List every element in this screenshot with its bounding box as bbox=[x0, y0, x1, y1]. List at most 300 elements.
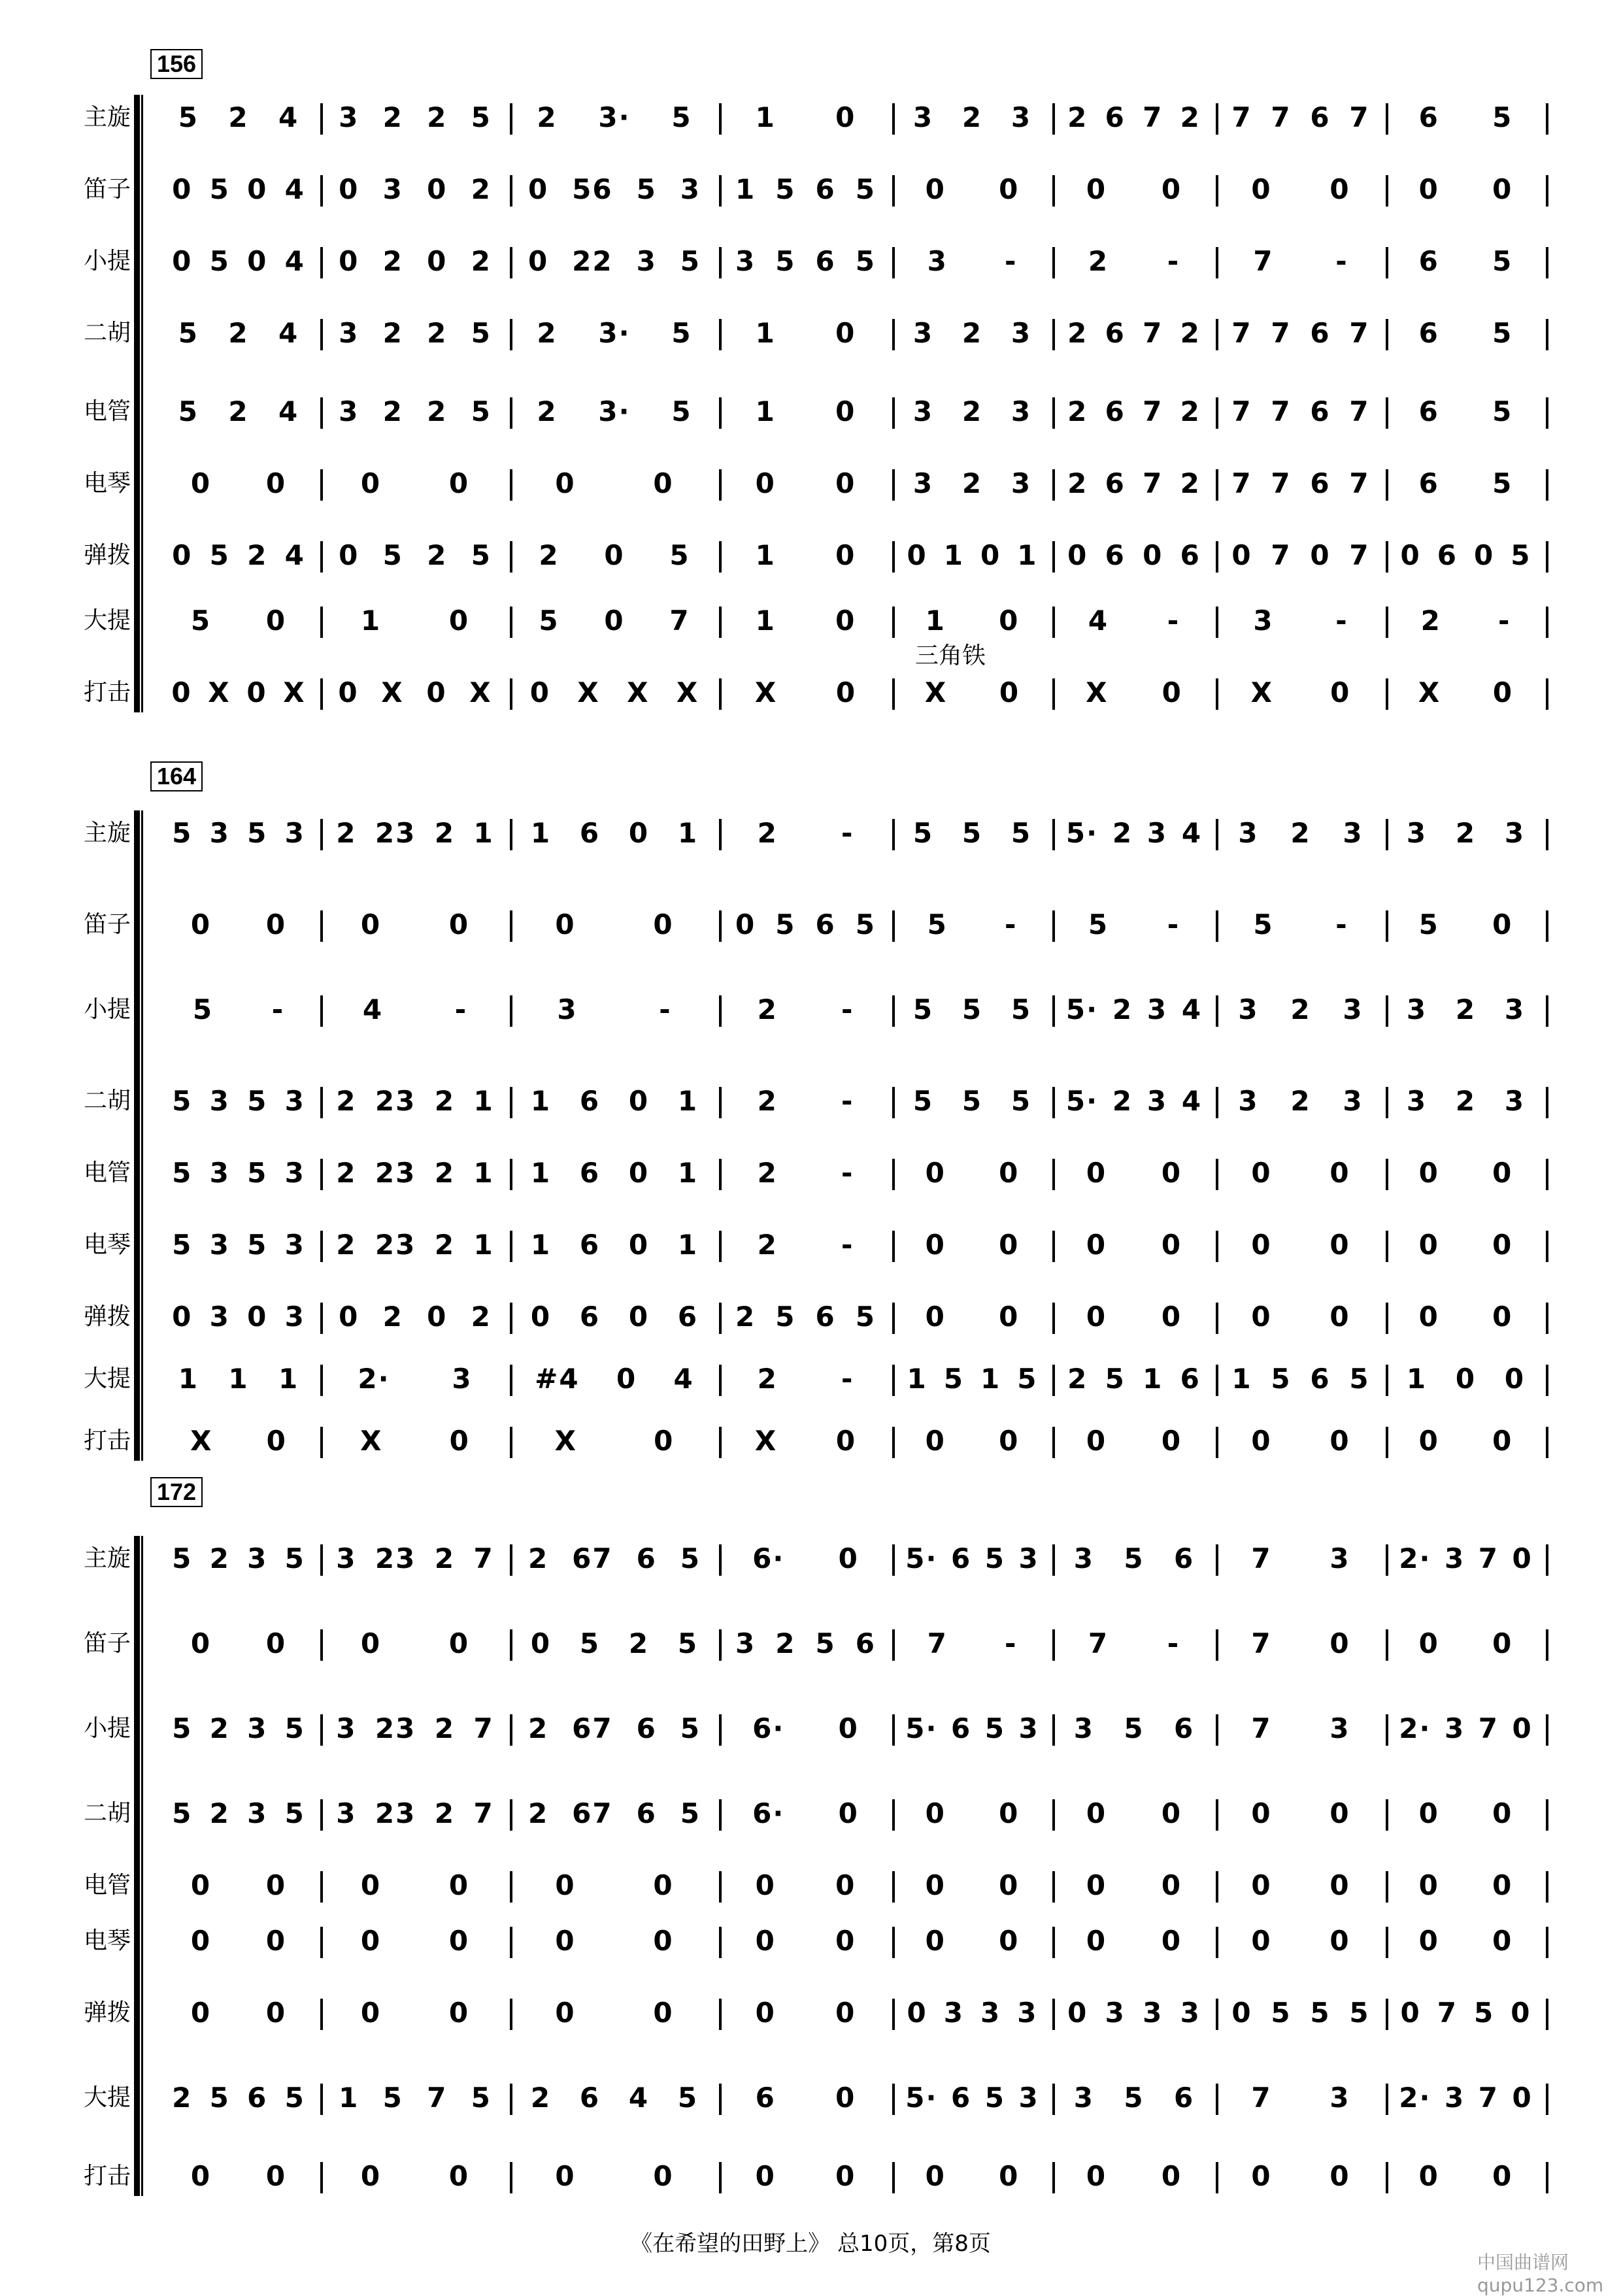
barline bbox=[719, 607, 722, 638]
measure bbox=[1222, 170, 1379, 209]
measure bbox=[899, 990, 1046, 1029]
note: 6 bbox=[1105, 101, 1126, 133]
note: 5 bbox=[961, 817, 983, 849]
barline bbox=[510, 910, 512, 942]
measure bbox=[163, 673, 314, 712]
note: 3 bbox=[209, 1157, 230, 1189]
note: 0 bbox=[1512, 1542, 1533, 1574]
note: 0 bbox=[265, 908, 287, 940]
barline bbox=[719, 247, 722, 278]
note: 0 bbox=[265, 1627, 287, 1659]
note: - bbox=[1004, 908, 1018, 940]
measure bbox=[163, 98, 314, 137]
measure bbox=[1059, 1082, 1209, 1121]
note: 5· bbox=[905, 1542, 938, 1574]
note: 0 bbox=[1492, 908, 1513, 940]
note: 5 bbox=[912, 1085, 934, 1117]
note: 3 bbox=[927, 245, 948, 277]
measure bbox=[1059, 1297, 1209, 1337]
measure bbox=[1392, 1922, 1539, 1961]
note: 2 bbox=[1067, 395, 1088, 427]
note: 0 bbox=[838, 1712, 859, 1744]
measure bbox=[1059, 1922, 1209, 1961]
barline bbox=[1216, 1999, 1218, 2030]
note: 0 bbox=[835, 539, 856, 571]
measure bbox=[163, 1624, 314, 1663]
barline bbox=[510, 1087, 512, 1118]
note: 2 bbox=[228, 317, 249, 349]
staff-row bbox=[0, 170, 1621, 209]
barline bbox=[320, 1714, 323, 1746]
barline bbox=[320, 103, 323, 135]
note: 5 bbox=[961, 1085, 983, 1117]
note: 4 bbox=[284, 245, 305, 277]
note: 1 bbox=[677, 1085, 699, 1117]
note: 1 bbox=[755, 101, 776, 133]
note: 3 bbox=[1343, 1085, 1363, 1117]
note: 1 bbox=[530, 817, 552, 849]
barline bbox=[892, 319, 895, 350]
barline bbox=[719, 469, 722, 501]
barline bbox=[892, 607, 895, 638]
note: 3 bbox=[1329, 1542, 1350, 1574]
note: 5 bbox=[1124, 2082, 1145, 2114]
measure bbox=[327, 673, 503, 712]
note: 6 bbox=[950, 1542, 972, 1574]
note: 0 bbox=[1086, 173, 1107, 205]
note: 4 bbox=[362, 993, 384, 1025]
barline bbox=[892, 910, 895, 942]
note: X bbox=[360, 1425, 383, 1457]
note: 0 bbox=[755, 467, 776, 499]
note: 2 bbox=[1112, 1085, 1133, 1117]
measure bbox=[1392, 98, 1539, 137]
note: 0 bbox=[190, 1869, 212, 1901]
note: 6 bbox=[1310, 395, 1331, 427]
barline bbox=[510, 1365, 512, 1396]
measure bbox=[1392, 1082, 1539, 1121]
measure bbox=[1392, 1297, 1539, 1337]
note: 3 bbox=[339, 101, 359, 133]
note: 23 bbox=[375, 1542, 416, 1574]
note: 5 bbox=[775, 908, 796, 940]
note: 2 bbox=[336, 1157, 357, 1189]
staff-row bbox=[0, 314, 1621, 353]
measure bbox=[1222, 242, 1379, 281]
measure bbox=[163, 1922, 314, 1961]
barline bbox=[1386, 2084, 1388, 2115]
note: 5 bbox=[471, 317, 492, 349]
note: 1 bbox=[473, 1085, 494, 1117]
note: 1 bbox=[228, 1363, 249, 1395]
instrument-label: 电琴 bbox=[83, 470, 131, 497]
barline bbox=[892, 397, 895, 429]
measure bbox=[1222, 1539, 1379, 1578]
staff-row bbox=[0, 1922, 1621, 1961]
note: 0 bbox=[1086, 1869, 1107, 1901]
barline bbox=[719, 1999, 722, 2030]
measure bbox=[899, 1709, 1046, 1748]
note: 0 bbox=[427, 245, 448, 277]
measure bbox=[1392, 1794, 1539, 1833]
measure bbox=[726, 1709, 886, 1748]
barline bbox=[1052, 103, 1055, 135]
instrument-label: 弹拨 bbox=[83, 542, 131, 569]
staff-row bbox=[0, 1794, 1621, 1833]
barline bbox=[320, 1927, 323, 1958]
note: 3 bbox=[980, 1997, 1001, 2029]
measure bbox=[327, 990, 503, 1029]
note: 1 bbox=[473, 817, 494, 849]
measure bbox=[327, 1225, 503, 1265]
measure bbox=[1059, 1709, 1209, 1748]
note: 5 bbox=[1271, 1363, 1292, 1395]
barline bbox=[1386, 1799, 1388, 1831]
note: 0 bbox=[1400, 1997, 1421, 2029]
instrument-label: 主旋 bbox=[83, 1545, 131, 1572]
measure bbox=[1059, 1154, 1209, 1193]
barline bbox=[320, 469, 323, 501]
note: 2 bbox=[336, 1085, 357, 1117]
note: 0 bbox=[1086, 1157, 1107, 1189]
barline bbox=[892, 1303, 895, 1334]
measure bbox=[516, 601, 712, 641]
barline bbox=[320, 397, 323, 429]
note: 6 bbox=[815, 245, 836, 277]
note: 2 bbox=[961, 101, 983, 133]
measure bbox=[327, 242, 503, 281]
note: 0 bbox=[339, 1301, 359, 1333]
note: #4 bbox=[535, 1363, 580, 1395]
note: 5 bbox=[1011, 1085, 1032, 1117]
note: 0 bbox=[1251, 2160, 1272, 2192]
note: 0 bbox=[1161, 1229, 1182, 1261]
staff-row bbox=[0, 536, 1621, 575]
instrument-label: 大提 bbox=[83, 1365, 131, 1392]
note: 5 bbox=[855, 245, 876, 277]
note: 2 bbox=[247, 539, 268, 571]
measure bbox=[516, 1225, 712, 1265]
note: 0 bbox=[427, 1301, 448, 1333]
measure bbox=[1222, 2078, 1379, 2118]
measure bbox=[1392, 1539, 1539, 1578]
staff-row bbox=[0, 1297, 1621, 1337]
note: 3 bbox=[339, 395, 359, 427]
note: 1 bbox=[178, 1363, 199, 1395]
note: 0 bbox=[999, 676, 1020, 708]
note: 23 bbox=[375, 1797, 416, 1829]
note: 0 bbox=[1329, 1797, 1350, 1829]
note: 5 bbox=[669, 539, 690, 571]
barline bbox=[1386, 247, 1388, 278]
note: 7 bbox=[669, 605, 690, 637]
note: 3 bbox=[943, 1997, 964, 2029]
note: 5 bbox=[1310, 1997, 1331, 2029]
measure bbox=[1222, 905, 1379, 944]
rehearsal-mark: 156 bbox=[150, 49, 203, 79]
measure bbox=[899, 1866, 1046, 1905]
measure bbox=[1392, 392, 1539, 431]
staff-row bbox=[0, 2078, 1621, 2118]
note: 1 bbox=[530, 1157, 552, 1189]
measure bbox=[327, 1794, 503, 1833]
barline bbox=[1386, 319, 1388, 350]
staff-row bbox=[0, 1359, 1621, 1399]
note: 0 bbox=[1143, 539, 1163, 571]
note: 7 bbox=[1478, 1712, 1499, 1744]
note: 3 bbox=[1011, 395, 1032, 427]
barline bbox=[1052, 1159, 1055, 1190]
note: 3 bbox=[557, 993, 578, 1025]
barline bbox=[892, 1365, 895, 1396]
note: 2 bbox=[1067, 1363, 1088, 1395]
note: X bbox=[754, 1425, 778, 1457]
barline bbox=[719, 2084, 722, 2115]
note: - bbox=[659, 993, 672, 1025]
measure bbox=[163, 1866, 314, 1905]
note: 0 bbox=[1086, 1925, 1107, 1957]
barline bbox=[719, 1629, 722, 1661]
note: 0 bbox=[427, 173, 448, 205]
note: 2 bbox=[434, 1797, 456, 1829]
note: 0 bbox=[755, 1997, 776, 2029]
measure bbox=[899, 170, 1046, 209]
note: 7 bbox=[1349, 101, 1370, 133]
note: 5· bbox=[905, 2082, 938, 2114]
note: 0 bbox=[1418, 1797, 1439, 1829]
instrument-label: 笛子 bbox=[83, 176, 131, 203]
barline bbox=[719, 1365, 722, 1396]
measure bbox=[1222, 314, 1379, 353]
note: 0 bbox=[1492, 1627, 1513, 1659]
note: 4 bbox=[1088, 605, 1109, 637]
staff-row bbox=[0, 673, 1621, 712]
note: 3 bbox=[284, 1085, 305, 1117]
staff-row bbox=[0, 1993, 1621, 2033]
barline bbox=[1216, 995, 1218, 1027]
measure bbox=[726, 170, 886, 209]
measure bbox=[1059, 392, 1209, 431]
measure bbox=[516, 1922, 712, 1961]
barline bbox=[510, 541, 512, 573]
note: 4 bbox=[1181, 993, 1203, 1025]
note: 5 bbox=[680, 1542, 701, 1574]
note: 0 bbox=[835, 676, 857, 708]
note: 1 bbox=[1231, 1363, 1252, 1395]
measure bbox=[327, 536, 503, 575]
measure bbox=[1392, 905, 1539, 944]
measure bbox=[1059, 242, 1209, 281]
note: 0 bbox=[1161, 1157, 1182, 1189]
measure bbox=[1059, 2078, 1209, 2118]
note: X bbox=[924, 676, 948, 708]
instrument-label: 弹拨 bbox=[83, 1303, 131, 1330]
note: 2· bbox=[1399, 2082, 1431, 2114]
barline bbox=[320, 678, 323, 710]
measure bbox=[726, 814, 886, 853]
note: 5 bbox=[1349, 1997, 1370, 2029]
note: X bbox=[577, 676, 600, 708]
note: 3 bbox=[912, 395, 934, 427]
note: 6 bbox=[579, 2082, 601, 2114]
barline bbox=[719, 1231, 722, 1262]
note: 0 bbox=[999, 1869, 1020, 1901]
measure bbox=[899, 1359, 1046, 1399]
barline bbox=[510, 247, 512, 278]
note: 5 bbox=[579, 1627, 601, 1659]
note: 3 bbox=[1146, 817, 1168, 849]
note: 0 bbox=[1418, 1301, 1439, 1333]
note: 5 bbox=[172, 1085, 193, 1117]
note: 2 bbox=[336, 1229, 357, 1261]
measure bbox=[327, 814, 503, 853]
staff-row bbox=[0, 1154, 1621, 1193]
barline bbox=[320, 2084, 323, 2115]
note: 7 bbox=[1349, 467, 1370, 499]
barline bbox=[1386, 1159, 1388, 1190]
measure bbox=[516, 1866, 712, 1905]
measure bbox=[899, 314, 1046, 353]
note: 0 bbox=[925, 1925, 946, 1957]
barline bbox=[510, 1927, 512, 1958]
note: 0 bbox=[1251, 1869, 1272, 1901]
measure bbox=[1059, 170, 1209, 209]
note: 0 bbox=[835, 1925, 856, 1957]
note: 2 bbox=[961, 467, 983, 499]
note: X bbox=[283, 676, 306, 708]
note: 5 bbox=[671, 317, 692, 349]
measure bbox=[327, 170, 503, 209]
note: 0 bbox=[339, 173, 359, 205]
note: 5· bbox=[1065, 1085, 1099, 1117]
note: 5 bbox=[1124, 1542, 1145, 1574]
instrument-label: 打击 bbox=[83, 1427, 131, 1454]
note: 2 bbox=[1067, 101, 1088, 133]
note: X bbox=[1250, 676, 1273, 708]
note: 0 bbox=[925, 173, 946, 205]
note: 0 bbox=[1329, 1157, 1350, 1189]
note: 5 bbox=[680, 1712, 701, 1744]
note: 3 bbox=[1238, 817, 1259, 849]
staff-row bbox=[0, 98, 1621, 137]
note: 1 bbox=[278, 1363, 299, 1395]
note: 5 bbox=[178, 101, 199, 133]
note: 0 bbox=[1418, 1425, 1439, 1457]
note: 3 bbox=[1011, 317, 1032, 349]
note: 3 bbox=[1406, 1085, 1428, 1117]
note: X bbox=[554, 1425, 577, 1457]
note: 1 bbox=[755, 395, 776, 427]
barline bbox=[1386, 2162, 1388, 2193]
note: 0 bbox=[1492, 2160, 1513, 2192]
measure bbox=[327, 1624, 503, 1663]
measure bbox=[1392, 814, 1539, 853]
note: 2 bbox=[757, 993, 778, 1025]
note: 3 bbox=[1146, 993, 1168, 1025]
note: - bbox=[1167, 245, 1180, 277]
barline bbox=[510, 819, 512, 850]
instrument-label: 打击 bbox=[83, 2163, 131, 2189]
measure bbox=[726, 1993, 886, 2033]
barline bbox=[510, 995, 512, 1027]
note: 3 bbox=[1406, 817, 1428, 849]
barline bbox=[1052, 1629, 1055, 1661]
note: 2 bbox=[434, 1157, 456, 1189]
note: 5 bbox=[284, 1542, 305, 1574]
barline bbox=[1546, 2084, 1548, 2115]
barline bbox=[1386, 607, 1388, 638]
note: 2 bbox=[1455, 993, 1477, 1025]
note: 5 bbox=[178, 395, 199, 427]
note: 0 bbox=[653, 467, 674, 499]
note: 7 bbox=[473, 1797, 494, 1829]
note: 2 bbox=[471, 245, 492, 277]
measure bbox=[516, 990, 712, 1029]
barline bbox=[1386, 1999, 1388, 2030]
barline bbox=[1216, 469, 1218, 501]
measure bbox=[163, 1225, 314, 1265]
note: 0 bbox=[555, 1997, 576, 2029]
note: 2 bbox=[172, 2082, 193, 2114]
measure bbox=[516, 392, 712, 431]
barline bbox=[1216, 1427, 1218, 1458]
barline bbox=[1216, 1231, 1218, 1262]
note: - bbox=[841, 1157, 854, 1189]
note: 0 bbox=[1086, 1425, 1107, 1457]
barline bbox=[1546, 1303, 1548, 1334]
note: 3 bbox=[339, 317, 359, 349]
note: 0 bbox=[1492, 676, 1514, 708]
measure bbox=[1222, 98, 1379, 137]
note: 0 bbox=[1492, 1157, 1513, 1189]
note: 2 bbox=[735, 1301, 756, 1333]
note: 0 bbox=[1086, 1229, 1107, 1261]
note: 6 bbox=[1418, 467, 1439, 499]
barline bbox=[510, 1544, 512, 1576]
note: 4 bbox=[673, 1363, 694, 1395]
barline bbox=[892, 1629, 895, 1661]
measure bbox=[516, 673, 712, 712]
measure bbox=[516, 1082, 712, 1121]
note: 0 bbox=[653, 1925, 674, 1957]
barline bbox=[719, 1799, 722, 1831]
barline bbox=[1546, 1231, 1548, 1262]
measure bbox=[516, 1794, 712, 1833]
barline bbox=[1386, 1544, 1388, 1576]
note: X bbox=[381, 676, 404, 708]
note: 0 bbox=[999, 1925, 1020, 1957]
measure bbox=[163, 601, 314, 641]
barline bbox=[1386, 1871, 1388, 1903]
note: 0 bbox=[265, 1997, 287, 2029]
barline bbox=[1386, 995, 1388, 1027]
note: 5 bbox=[984, 2082, 1005, 2114]
staff-row bbox=[0, 1225, 1621, 1265]
barline bbox=[320, 1231, 323, 1262]
measure bbox=[899, 1624, 1046, 1663]
note: 5 bbox=[1349, 1363, 1370, 1395]
measure bbox=[1059, 1422, 1209, 1461]
note: 3 bbox=[247, 1542, 268, 1574]
measure bbox=[327, 1359, 503, 1399]
barline bbox=[1052, 541, 1055, 573]
barline bbox=[1546, 1927, 1548, 1958]
measure bbox=[1392, 673, 1539, 712]
note: 6 bbox=[636, 1797, 657, 1829]
note: 0 bbox=[1231, 1997, 1252, 2029]
note: 5 bbox=[677, 2082, 699, 2114]
note: 2 bbox=[427, 395, 448, 427]
